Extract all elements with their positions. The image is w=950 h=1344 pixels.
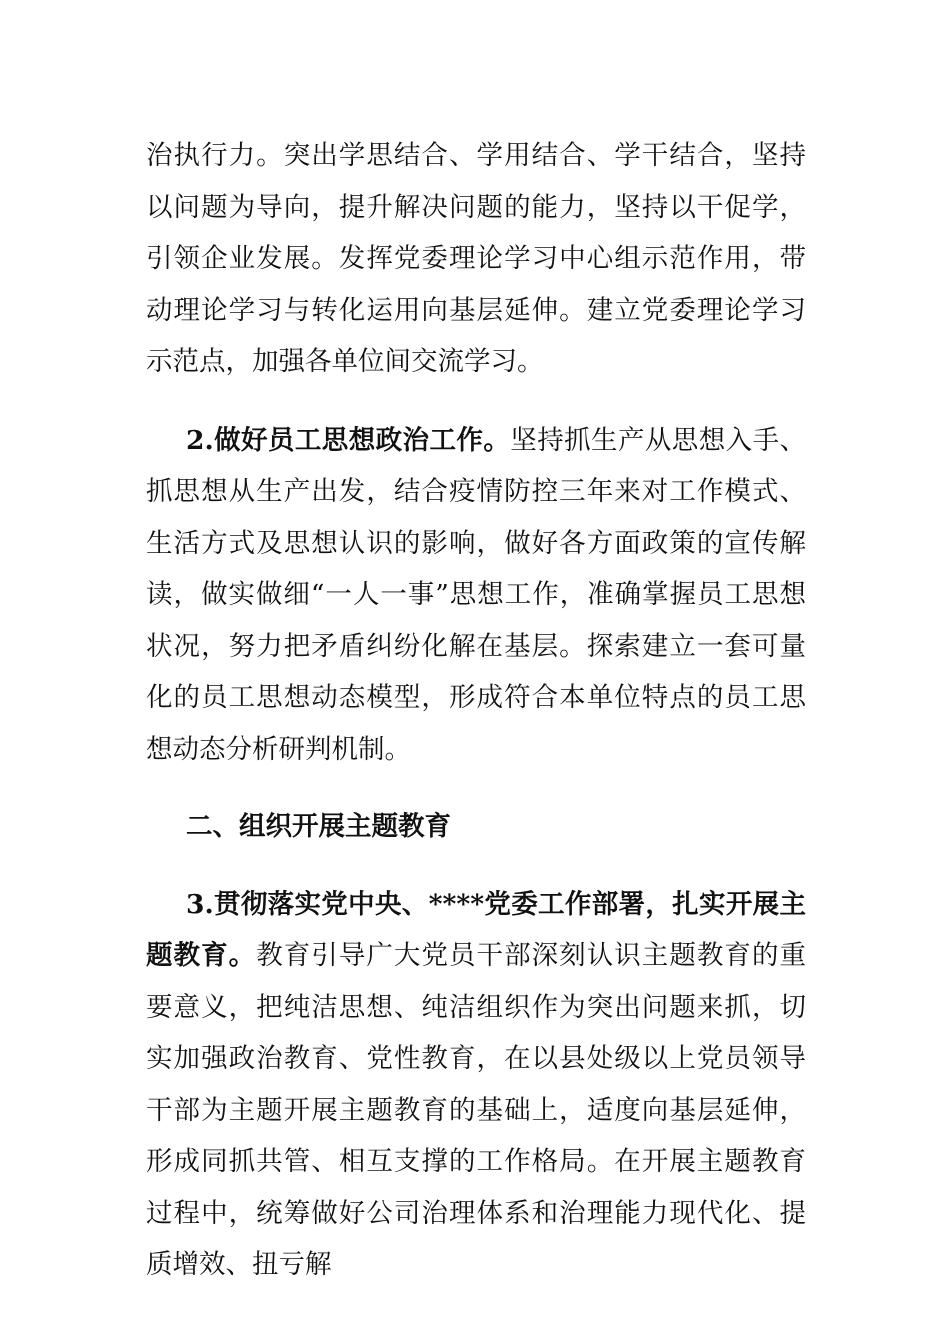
paragraph-text: 教育引导广大党员干部深刻认识主题教育的重要意义，把纯洁思想、纯洁组织作为突出问题来抓，切实加强政治教育、党性教育，在以县处级以上党员领导干部为主题开展主题教育的基础上，适度向基层延伸，形成同抓共管、相互支撑的工作格局。在开展主题教育过程中，统筹做好公司治理体系和治理能力现代化、提质增效、扭亏解 <box>146 940 807 1280</box>
document-body <box>146 130 806 1291</box>
paragraph-continued <box>146 130 806 388</box>
paragraph-theme-education <box>146 879 806 1291</box>
paragraph-employee-ideology <box>146 415 806 776</box>
paragraph-text: 坚持抓生产从思想入手、抓思想从生产出发，结合疫情防控三年来对工作模式、生活方式及思想认识的影响，做好各方面政策的宣传解读，做实做细“一人一事”思想工作，准确掌握员工思想状况，努力把矛盾纠纷化解在基层。探索建立一套可量化的员工思想动态模型，形成符合本单位特点的员工思想动态分析研判机制。 <box>146 424 807 765</box>
section-heading: 二、组织开展主题教育 <box>186 811 451 842</box>
paragraph-lead-title: 2.做好员工思想政治工作。 <box>186 424 511 456</box>
paragraph-text: 治执行力。突出学思结合、学用结合、学干结合，坚持以问题为导向，提升解决问题的能力，坚持以干促学，引领企业发展。发挥党委理论学习中心组示范作用，带动理论学习与转化运用向基层延伸。建立党委理论学习示范点，加强各单位间交流学习。 <box>146 140 806 377</box>
paragraph-lead-title: 3.贯彻落实党中央、****党委工作部署，扎实开展主题教育。 <box>146 888 806 971</box>
